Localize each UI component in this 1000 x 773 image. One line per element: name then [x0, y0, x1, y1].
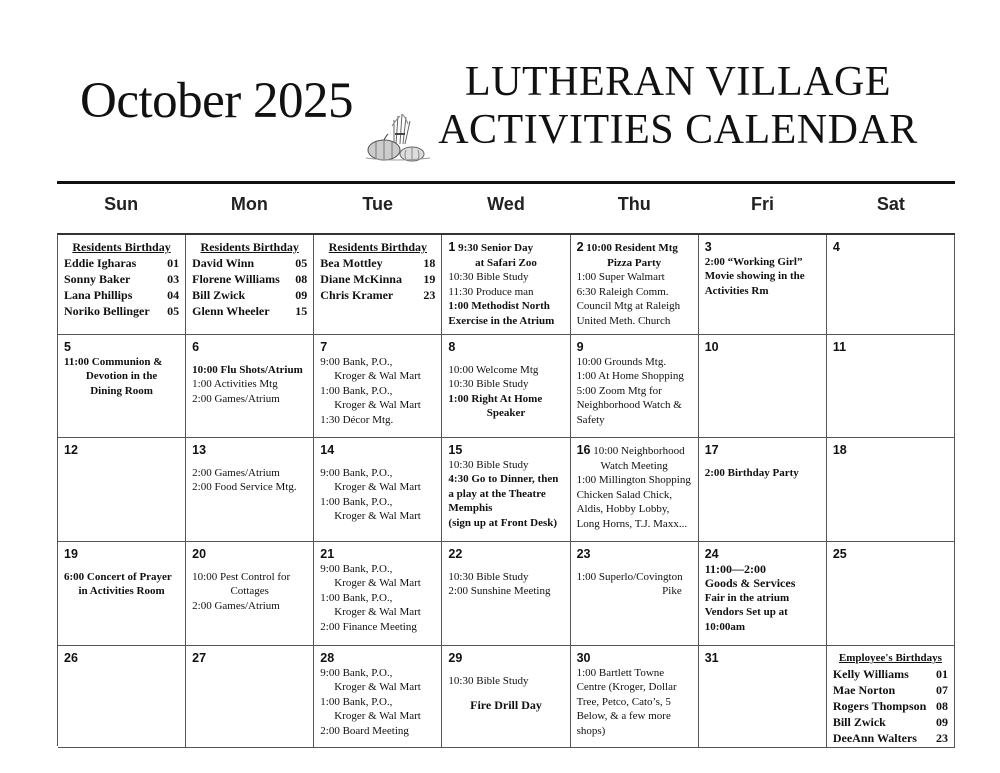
event: Fair in the atrium: [704, 591, 790, 604]
employee-birthday-heading: Employee's Birthdays: [838, 652, 942, 664]
day-cell-23: [571, 542, 699, 646]
fire-drill-label: Fire Drill Day: [470, 698, 542, 712]
event: 10:00 Grounds Mtg.: [576, 355, 667, 368]
day-number: 6: [192, 340, 200, 354]
day-number: 11: [832, 340, 847, 354]
birthday-row: Diane McKinna 19: [320, 271, 436, 286]
birthday-row: Bea Mottley 18: [320, 255, 436, 270]
birthday-row: Bill Zwick 09: [832, 714, 948, 729]
day-number: 25: [832, 547, 847, 561]
event: Kroger & Wal Mart: [334, 510, 421, 522]
day-number: 30: [576, 651, 591, 665]
birthday-heading: Residents Birthday: [200, 240, 299, 254]
day-number: 1: [448, 240, 456, 254]
birthday-row: Glenn Wheeler 15: [192, 303, 308, 318]
event: 9:00 Bank, P.O.,: [320, 562, 393, 575]
event: (sign up at Front Desk): [448, 516, 558, 529]
day-number: 10: [704, 340, 719, 354]
day-cell-11: [827, 335, 955, 438]
birthday-row: Lana Phillips 04: [64, 287, 180, 302]
cell-birthdays-tue: [314, 235, 442, 335]
day-cell-4: [827, 235, 955, 335]
event: Watch Meeting: [600, 459, 668, 472]
event: 9:00 Bank, P.O.,: [320, 466, 393, 479]
day-cell-17: [699, 438, 827, 542]
day-cell-21: [314, 542, 442, 646]
day-number: 5: [64, 340, 71, 354]
harvest-icon: [358, 112, 434, 162]
day-number: 21: [320, 547, 335, 561]
event: 2:00 Finance Meeting: [320, 620, 417, 633]
calendar-grid: [57, 233, 955, 746]
day-cell-24: [699, 542, 827, 646]
day-cell-29: [442, 646, 570, 748]
birthday-heading: Residents Birthday: [328, 240, 428, 254]
event: 1:00 Millington Shopping Chicken Salad Chick, Aldis, Hobby Lobby, Long Horns, T.J. Maxx...: [576, 474, 691, 530]
event: 2:00 Games/Atrium: [192, 392, 280, 405]
day-number: 8: [448, 340, 456, 354]
cell-birthdays-sun: [58, 235, 186, 335]
event: Dining Room: [90, 384, 153, 397]
day-cell-10: [699, 335, 827, 438]
event: 4:30 Go to Dinner, then a play at the Theatre Memphis: [448, 473, 559, 514]
day-number: 26: [64, 651, 78, 665]
event: Cottages: [230, 585, 269, 597]
birthday-row: Rogers Thompson 08: [832, 698, 948, 713]
event: 11:00 Communion &: [64, 355, 163, 368]
day-cell-5: [58, 335, 186, 438]
day-number: 13: [192, 443, 207, 457]
weekday-header: [57, 194, 955, 215]
day-cell-28: [314, 646, 442, 748]
event: Kroger & Wal Mart: [334, 399, 421, 411]
day-cell-9: [571, 335, 699, 438]
day-cell-13: [186, 438, 314, 542]
event: Pike: [662, 585, 682, 597]
day-cell-30: [571, 646, 699, 748]
day-cell-15: [442, 438, 570, 542]
cell-birthdays-mon: [186, 235, 314, 335]
event: at Safari Zoo: [475, 256, 537, 269]
day-cell-14: [314, 438, 442, 542]
birthday-row: Noriko Bellinger 05: [64, 303, 180, 318]
weekday-tue: Tue: [362, 194, 394, 214]
event: Kroger & Wal Mart: [334, 481, 421, 493]
day-number: 15: [448, 443, 463, 457]
event: 10:00 Welcome Mtg: [448, 363, 539, 376]
event: 1:30 Décor Mtg.: [320, 413, 394, 426]
day-number: 20: [192, 547, 207, 561]
event: Pizza Party: [607, 256, 662, 269]
day-cell-27: [186, 646, 314, 748]
event: 10:30 Bible Study: [448, 271, 529, 283]
day-cell-22: [442, 542, 570, 646]
event: 6:30 Raleigh Comm. Council Mtg at Raleigh United Meth. Church: [576, 285, 681, 327]
event: 1:00 Bank, P.O.,: [320, 591, 393, 604]
weekday-mon: Mon: [230, 194, 268, 214]
event: Vendors Set up at: [704, 606, 788, 618]
weekday-wed: Wed: [487, 194, 525, 214]
calendar-title: [438, 58, 918, 154]
day-number: 28: [320, 651, 335, 665]
birthday-heading: Residents Birthday: [72, 240, 171, 254]
birthday-row: Bill Zwick 09: [192, 287, 308, 302]
event: Kroger & Wal Mart: [334, 370, 421, 382]
birthday-row: Chris Kramer 23: [320, 287, 436, 302]
event: 1:00 Superlo/Covington: [576, 570, 683, 583]
day-cell-18: [827, 438, 955, 542]
day-number: 4: [832, 240, 840, 254]
event: 2:00 Food Service Mtg.: [192, 481, 297, 493]
day-number: 3: [704, 240, 712, 254]
event: Goods & Services: [704, 576, 796, 590]
event: 1:00 Bartlett Towne Centre (Kroger, Dollar Tree, Petco, Cato’s, 5 Below, & a few more shops): [576, 666, 677, 737]
weekday-sat: Sat: [876, 194, 905, 214]
event: 1:00 Bank, P.O.,: [320, 695, 393, 708]
month-title: October 2025: [80, 73, 354, 129]
day-number: 2: [576, 240, 584, 254]
day-number: 23: [576, 547, 591, 561]
birthday-row: David Winn 05: [192, 255, 308, 270]
event: 6:00 Concert of Prayer: [64, 570, 172, 583]
day-number: 31: [704, 651, 719, 665]
event: 2:00 Birthday Party: [704, 466, 799, 479]
event: Speaker: [486, 407, 526, 419]
event: 2:00 Board Meeting: [320, 724, 409, 737]
day-number: 18: [832, 443, 847, 457]
event: Kroger & Wal Mart: [334, 577, 421, 589]
day-cell-31: [699, 646, 827, 748]
day-cell-12: [58, 438, 186, 542]
weekday-sun: Sun: [104, 194, 139, 214]
day-number: 29: [448, 651, 463, 665]
day-cell-8: [442, 335, 570, 438]
event: 10:30 Bible Study: [448, 378, 529, 390]
day-number: 12: [64, 443, 78, 457]
day-cell-3: [699, 235, 827, 335]
birthday-row: Mae Norton 07: [832, 682, 948, 697]
day-number: 14: [320, 443, 335, 457]
event: 2:00 Sunshine Meeting: [448, 585, 551, 597]
event: 1:00 Activities Mtg: [192, 378, 278, 390]
day-number: 24: [704, 547, 719, 561]
day-cell-26: [58, 646, 186, 748]
day-number: 22: [448, 547, 463, 561]
event: 1:00 Bank, P.O.,: [320, 384, 393, 397]
day-number: 16: [576, 443, 591, 457]
event: 10:00 Resident Mtg: [586, 242, 678, 254]
weekday-fri: Fri: [751, 194, 775, 214]
event: 10:30 Bible Study: [448, 674, 529, 687]
day-cell-20: [186, 542, 314, 646]
day-cell-25: [827, 542, 955, 646]
event: 11:00—2:00: [704, 561, 767, 576]
day-number: 19: [64, 547, 78, 561]
event: 2:00 Games/Atrium: [192, 466, 280, 479]
birthday-row: Florene Williams 08: [192, 271, 308, 286]
day-cell-19: [58, 542, 186, 646]
event: 5:00 Zoom Mtg for Neighborhood Watch & Safety: [576, 384, 682, 426]
day-cell-16: [571, 438, 699, 542]
event: 10:00 Flu Shots/Atrium: [192, 363, 303, 376]
day-number: 9: [576, 340, 584, 354]
birthday-row: DeeAnn Walters 23: [832, 730, 948, 745]
day-number: 27: [192, 651, 207, 665]
event: Kroger & Wal Mart: [334, 710, 421, 722]
birthday-row: Kelly Williams 01: [832, 666, 948, 681]
event: in Activities Room: [78, 585, 165, 597]
event: 10:00 Pest Control for: [192, 570, 291, 583]
birthday-row: Eddie Igharas 01: [64, 255, 180, 270]
event: 1:00 At Home Shopping: [576, 370, 684, 382]
day-cell-6: [186, 335, 314, 438]
event: 10:00am: [704, 620, 746, 633]
title-line1: LUTHERAN VILLAGE: [465, 59, 891, 105]
event: Kroger & Wal Mart: [334, 681, 421, 693]
birthday-row: Sonny Baker 03: [64, 271, 180, 286]
title-line2: ACTIVITIES CALENDAR: [438, 107, 918, 153]
day-cell-1: [442, 235, 570, 335]
day-number: 17: [704, 443, 719, 457]
event: 11:30 Produce man: [448, 285, 534, 298]
event: 2:00 Games/Atrium: [192, 599, 280, 612]
event: 1:00 Methodist North Exercise in the Atrium: [448, 300, 555, 327]
cell-employee-birthdays: [827, 646, 955, 748]
event: Kroger & Wal Mart: [334, 606, 421, 618]
event: 1:00 Bank, P.O.,: [320, 495, 393, 508]
event: 9:00 Bank, P.O.,: [320, 666, 393, 679]
event: 10:30 Bible Study: [448, 458, 529, 471]
day-number: 7: [320, 340, 328, 354]
weekday-thu: Thu: [617, 194, 651, 214]
event: Devotion in the: [85, 370, 158, 382]
event: 1:00 Super Walmart: [576, 271, 665, 283]
event: 10:30 Bible Study: [448, 570, 529, 583]
header-rule: [57, 181, 955, 184]
day-cell-7: [314, 335, 442, 438]
event: 2:00 “Working Girl” Movie showing in the Activities Rm: [704, 255, 805, 297]
event: 1:00 Right At Home: [448, 392, 543, 405]
event: 10:00 Neighborhood: [593, 445, 685, 457]
event: 9:00 Bank, P.O.,: [320, 355, 393, 368]
day-cell-2: [571, 235, 699, 335]
event: 9:30 Senior Day: [458, 242, 534, 254]
